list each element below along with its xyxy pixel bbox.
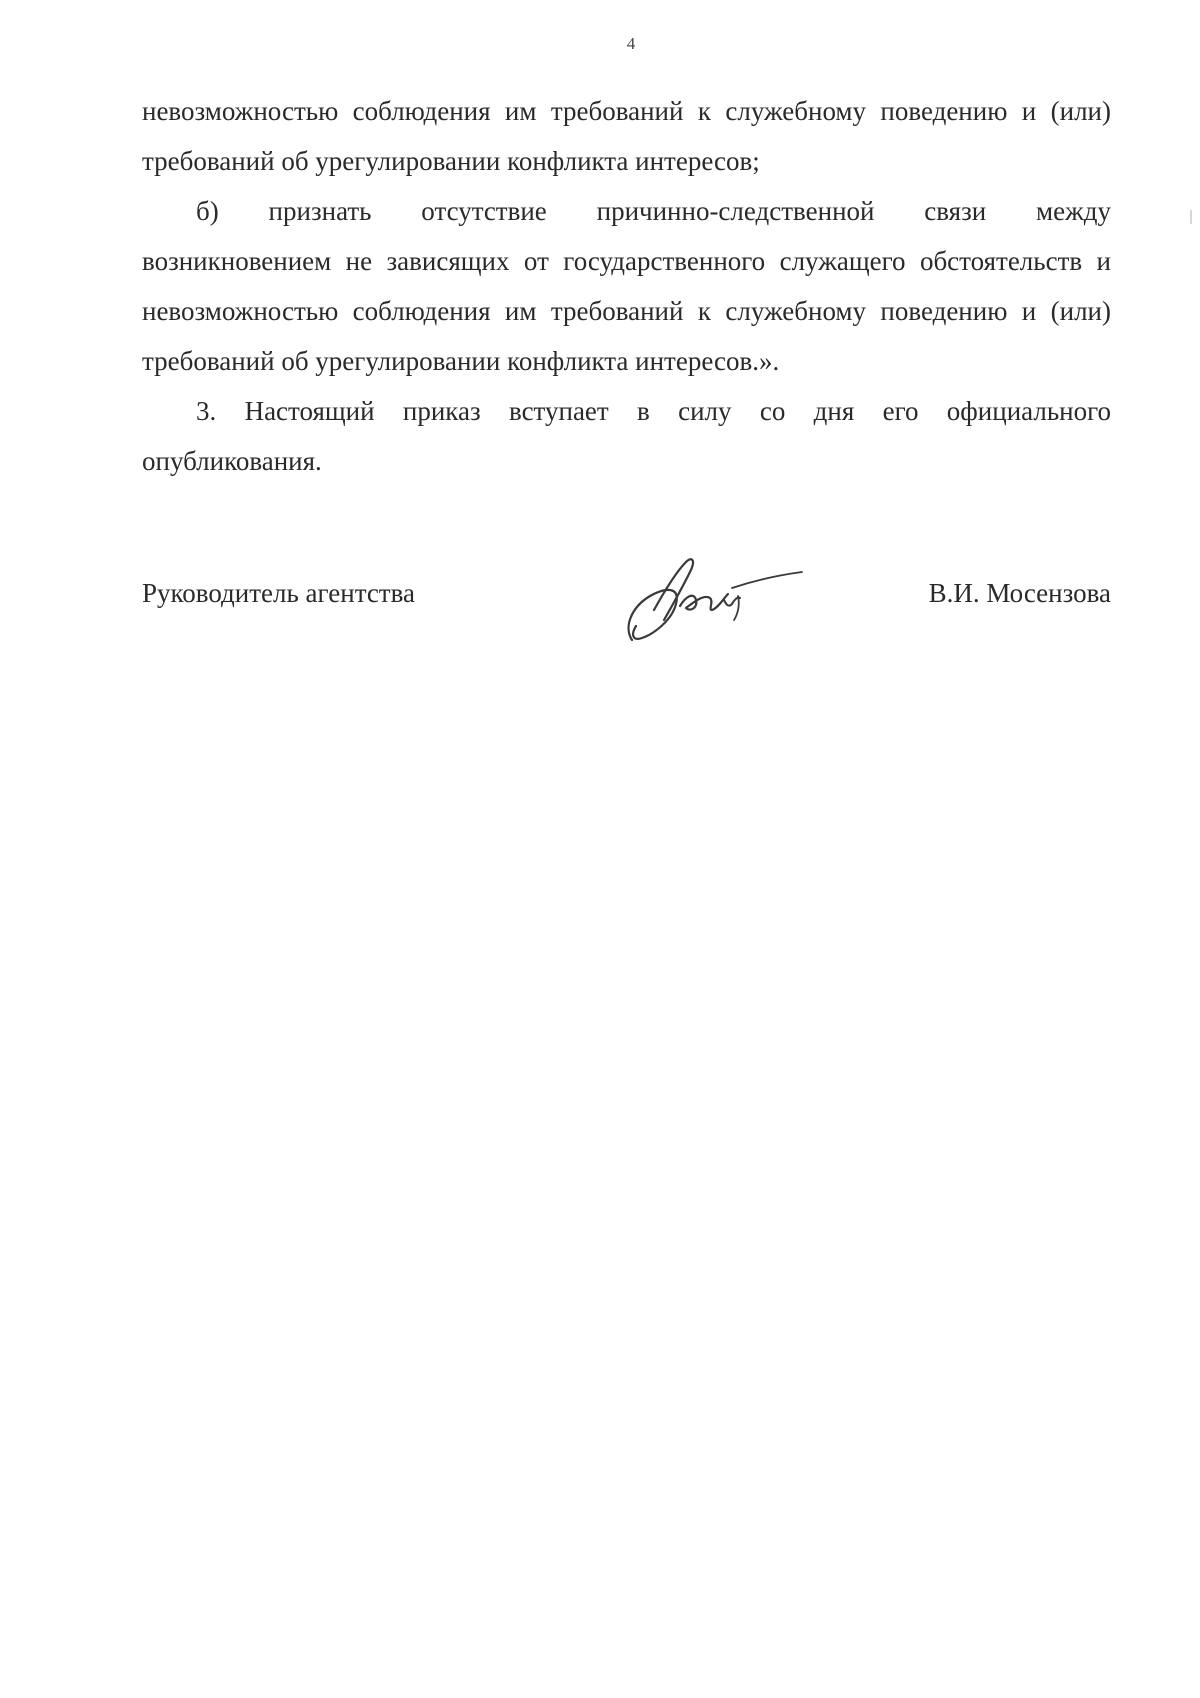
- text-line: требований об урегулировании конфликта интересов.».: [142, 346, 780, 376]
- paragraph-continuation: [142, 86, 1111, 186]
- handwritten-signature-icon: [620, 548, 810, 658]
- signer-title: Руководитель агентства: [142, 578, 415, 608]
- text-line: требований об урегулировании конфликта интересов;: [142, 146, 760, 176]
- text-line: невозможностью соблюдения им требований к служебному поведению и (или): [142, 96, 1111, 126]
- text-line: 3. Настоящий приказ вступает в силу со дня его официального: [196, 396, 1111, 426]
- signer-name: В.И. Мосензова: [928, 578, 1111, 608]
- text-line: б) признать отсутствие причинно-следственной связи между: [196, 196, 1111, 226]
- text-line: опубликования.: [142, 446, 322, 476]
- document-body: [142, 86, 1111, 486]
- paragraph-item-3: [142, 386, 1111, 486]
- text-line: возникновением не зависящих от государственного служащего обстоятельств и: [142, 246, 1111, 276]
- text-line: невозможностью соблюдения им требований к служебному поведению и (или): [142, 296, 1111, 326]
- paragraph-item-b: [142, 186, 1111, 386]
- page-number: 4: [626, 34, 636, 53]
- scan-edge-mark: [1190, 210, 1192, 224]
- signature-block: [142, 570, 1111, 650]
